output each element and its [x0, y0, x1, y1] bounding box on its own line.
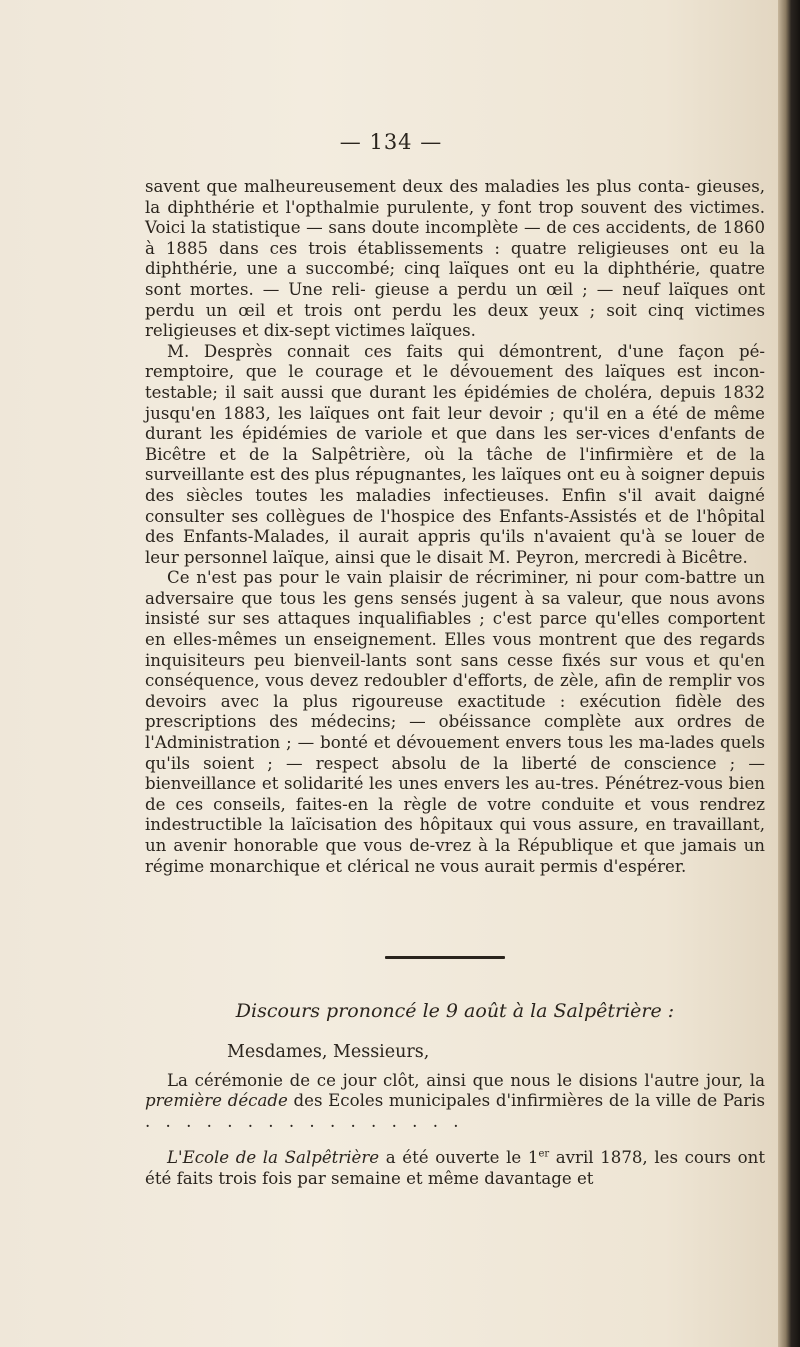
page-edge-shadow [778, 0, 800, 1347]
salutation: Mesdames, Messieurs, [227, 1042, 430, 1062]
paragraph-statistics: savent que malheureusement deux des maladies les plus conta- gieuses, la diphthérie et l'opthalmie purulente, y font trop souvent des victimes. Voici la statistique — sans doute incomplète — de ces accidents, de 1860 à 1885 dans ces trois établissements : quatre religieuses ont eu la diphthérie, une a succombé; cinq laïques ont eu la diphthérie, quatre sont mortes. — Une reli- gieuse a perdu un œil ; — neuf laïques ont perdu un œil et trois ont perdu les deux yeux ; soit cinq victimes religieuses et dix-sept victimes laïques. [145, 177, 765, 341]
body-text-bottom [145, 1148, 765, 1189]
paragraph-salpetriere: L'Ecole de la Salpêtrière a été ouverte le 1er avril 1878, les cours ont été faits trois fois par semaine et même davantage et [145, 1148, 765, 1188]
body-text-speech [145, 1042, 765, 1132]
paragraph-ceremony: La cérémonie de ce jour clôt, ainsi que nous le disions l'autre jour, la première décade des Ecoles municipales d'infirmières de la ville de Paris . . . . . . . . . . . . . . . . [145, 1070, 765, 1131]
paragraph-advice: Ce n'est pas pour le vain plaisir de récriminer, ni pour com-battre un adversaire que tous les gens sensés jugent à sa valeur, que nous avons insisté sur ses attaques inqualifiables ; c'est parce qu'elles comportent en elles-mêmes un enseignement. Elles vous montrent que des regards inquisiteurs peu bienveil-lants sont sans cesse fixés sur vous et qu'en conséquence, vous devez redoubler d'efforts, de zèle, afin de remplir vos devoirs avec la plus rigoureuse exactitude : exécution fidèle des prescriptions des médecins; — obéissance complète aux ordres de l'Administration ; — bonté et dévouement envers tous les ma-lades quels qu'ils soient ; — respect absolu de la liberté de conscience ; — bienveillance et solidarité les unes envers les au-tres. Pénétrez-vous bien de ces conseils, faites-en la règle de votre conduite et vous rendrez indestructible la laïcisation des hôpitaux qui vous assure, en travaillant, un avenir honorable que vous de-vrez à la République et que jamais un régime monarchique et clérical ne vous aurait permis d'espérer. [145, 568, 765, 876]
section-heading: Discours prononcé le 9 août à la Salpêtrière : [235, 1000, 675, 1022]
body-text-top [145, 177, 765, 877]
page-number: — 134 — [339, 130, 443, 154]
section-divider [385, 956, 505, 959]
paragraph-despres: M. Desprès connait ces faits qui démontrent, d'une façon pé-remptoire, que le courage et le dévouement des laïques est incon-testable; il sait aussi que durant les épidémies de choléra, depuis 1832 jusqu'en 1883, les laïques ont fait leur devoir ; qu'il en a été de même durant les épidémies de variole et que dans les ser-vices d'enfants de Bicêtre et de la Salpêtrière, où la tâche de l'infirmière et de la surveillante est des plus répugnantes, les laïques ont eu à soigner depuis des siècles toutes les maladies infectieuses. Enfin s'il avait daigné consulter ses collègues de l'hospice des Enfants-Assistés et de l'hôpital des Enfants-Malades, il aurait appris qu'ils n'avaient qu'à se louer de leur personnel laïque, ainsi que le disait M. Peyron, mercredi à Bicêtre. [145, 341, 765, 567]
